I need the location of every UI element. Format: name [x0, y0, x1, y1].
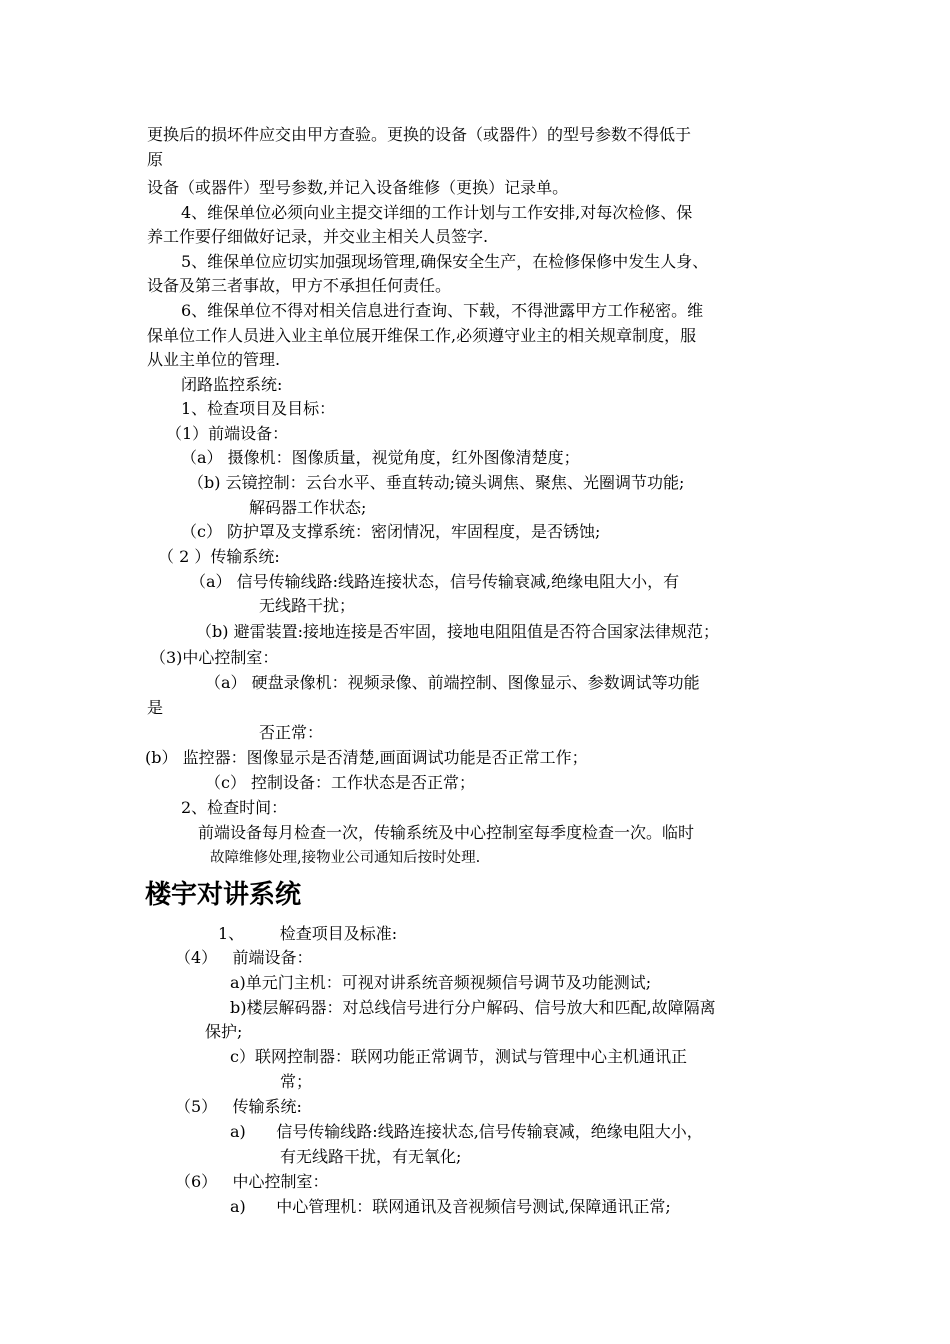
body-line: 是 [147, 698, 164, 717]
body-line: 原 [147, 150, 164, 169]
body-line: 保护; [205, 1022, 243, 1041]
body-line: 无线路干扰； [259, 596, 356, 615]
body-line: 否正常： [259, 723, 324, 742]
body-line: 解码器工作状态; [249, 498, 367, 517]
body-line: 1、 检查项目及标准: [218, 924, 398, 943]
body-line: 前端设备每月检查一次，传输系统及中心控制室每季度检查一次。临时 [198, 823, 695, 842]
body-line: （1）前端设备： [166, 424, 289, 443]
body-line: a)单元门主机：可视对讲系统音频视频信号调节及功能测试; [230, 973, 652, 992]
body-line: （a） 硬盘录像机：视频录像、前端控制、图像显示、参数调试等功能 [205, 673, 700, 692]
body-line: （5） 传输系统: [175, 1097, 302, 1116]
body-line: 5、维保单位应切实加强现场管理,确保安全生产，在检修保修中发生人身、 [181, 252, 709, 271]
body-line: 6、维保单位不得对相关信息进行查询、下载，不得泄露甲方工作秘密。维 [181, 301, 704, 320]
body-line: c）联网控制器：联网功能正常调节，测试与管理中心主机通讯正 [230, 1047, 687, 1066]
body-line: （4） 前端设备： [175, 948, 313, 967]
body-line: 4、维保单位必须向业主提交详细的工作计划与工作安排,对每次检修、保 [181, 203, 693, 222]
body-line: （b) 云镜控制：云台水平、垂直转动;镜头调焦、聚焦、光圈调节功能; [188, 473, 685, 492]
body-line: 常； [280, 1072, 313, 1091]
body-line: 故障维修处理,接物业公司通知后按时处理. [210, 850, 481, 866]
body-line: 有无线路干扰，有无氧化; [280, 1147, 462, 1166]
section-heading: 楼宇对讲系统 [145, 880, 302, 910]
body-line: 设备及第三者事故，甲方不承担任何责任。 [147, 276, 452, 295]
body-line: a) 信号传输线路:线路连接状态,信号传输衰减，绝缘电阻大小， [230, 1122, 703, 1141]
body-line: 更换后的损坏件应交由甲方查验。更换的设备（或器件）的型号参数不得低于 [147, 125, 692, 144]
body-line: （b) 避雷装置:接地连接是否牢固，接地电阻阻值是否符合国家法律规范； [196, 622, 719, 641]
body-line: （c） 控制设备：工作状态是否正常； [205, 773, 476, 792]
body-line: 2、检查时间： [181, 798, 288, 817]
body-line: (b） 监控器：图像显示是否清楚,画面调试功能是否正常工作； [145, 748, 588, 767]
body-line: （3)中心控制室： [150, 648, 279, 667]
body-line: 1、检查项目及目标： [181, 399, 336, 418]
body-line: （ 2 ）传输系统: [158, 547, 280, 566]
body-line: b)楼层解码器：对总线信号进行分户解码、信号放大和匹配,故障隔离 [230, 998, 716, 1017]
body-line: （a） 摄像机：图像质量，视觉角度，红外图像清楚度； [181, 448, 580, 467]
body-line: 保单位工作人员进入业主单位展开维保工作,必须遵守业主的相关规章制度，服 [147, 326, 697, 345]
section-label: 闭路监控系统: [181, 375, 283, 394]
body-line: （a） 信号传输线路:线路连接状态，信号传输衰减,绝缘电阻大小，有 [190, 572, 680, 591]
body-line: 养工作要仔细做好记录，并交业主相关人员签字. [147, 227, 489, 246]
body-line: 从业主单位的管理. [147, 350, 281, 369]
body-line: 设备（或器件）型号参数,并记入设备维修（更换）记录单。 [147, 178, 569, 197]
body-line: （c） 防护罩及支撑系统：密闭情况，牢固程度，是否锈蚀; [181, 522, 601, 541]
body-line: a) 中心管理机：联网通讯及音视频信号测试,保障通讯正常; [230, 1197, 671, 1216]
body-line: （6） 中心控制室： [175, 1172, 329, 1191]
